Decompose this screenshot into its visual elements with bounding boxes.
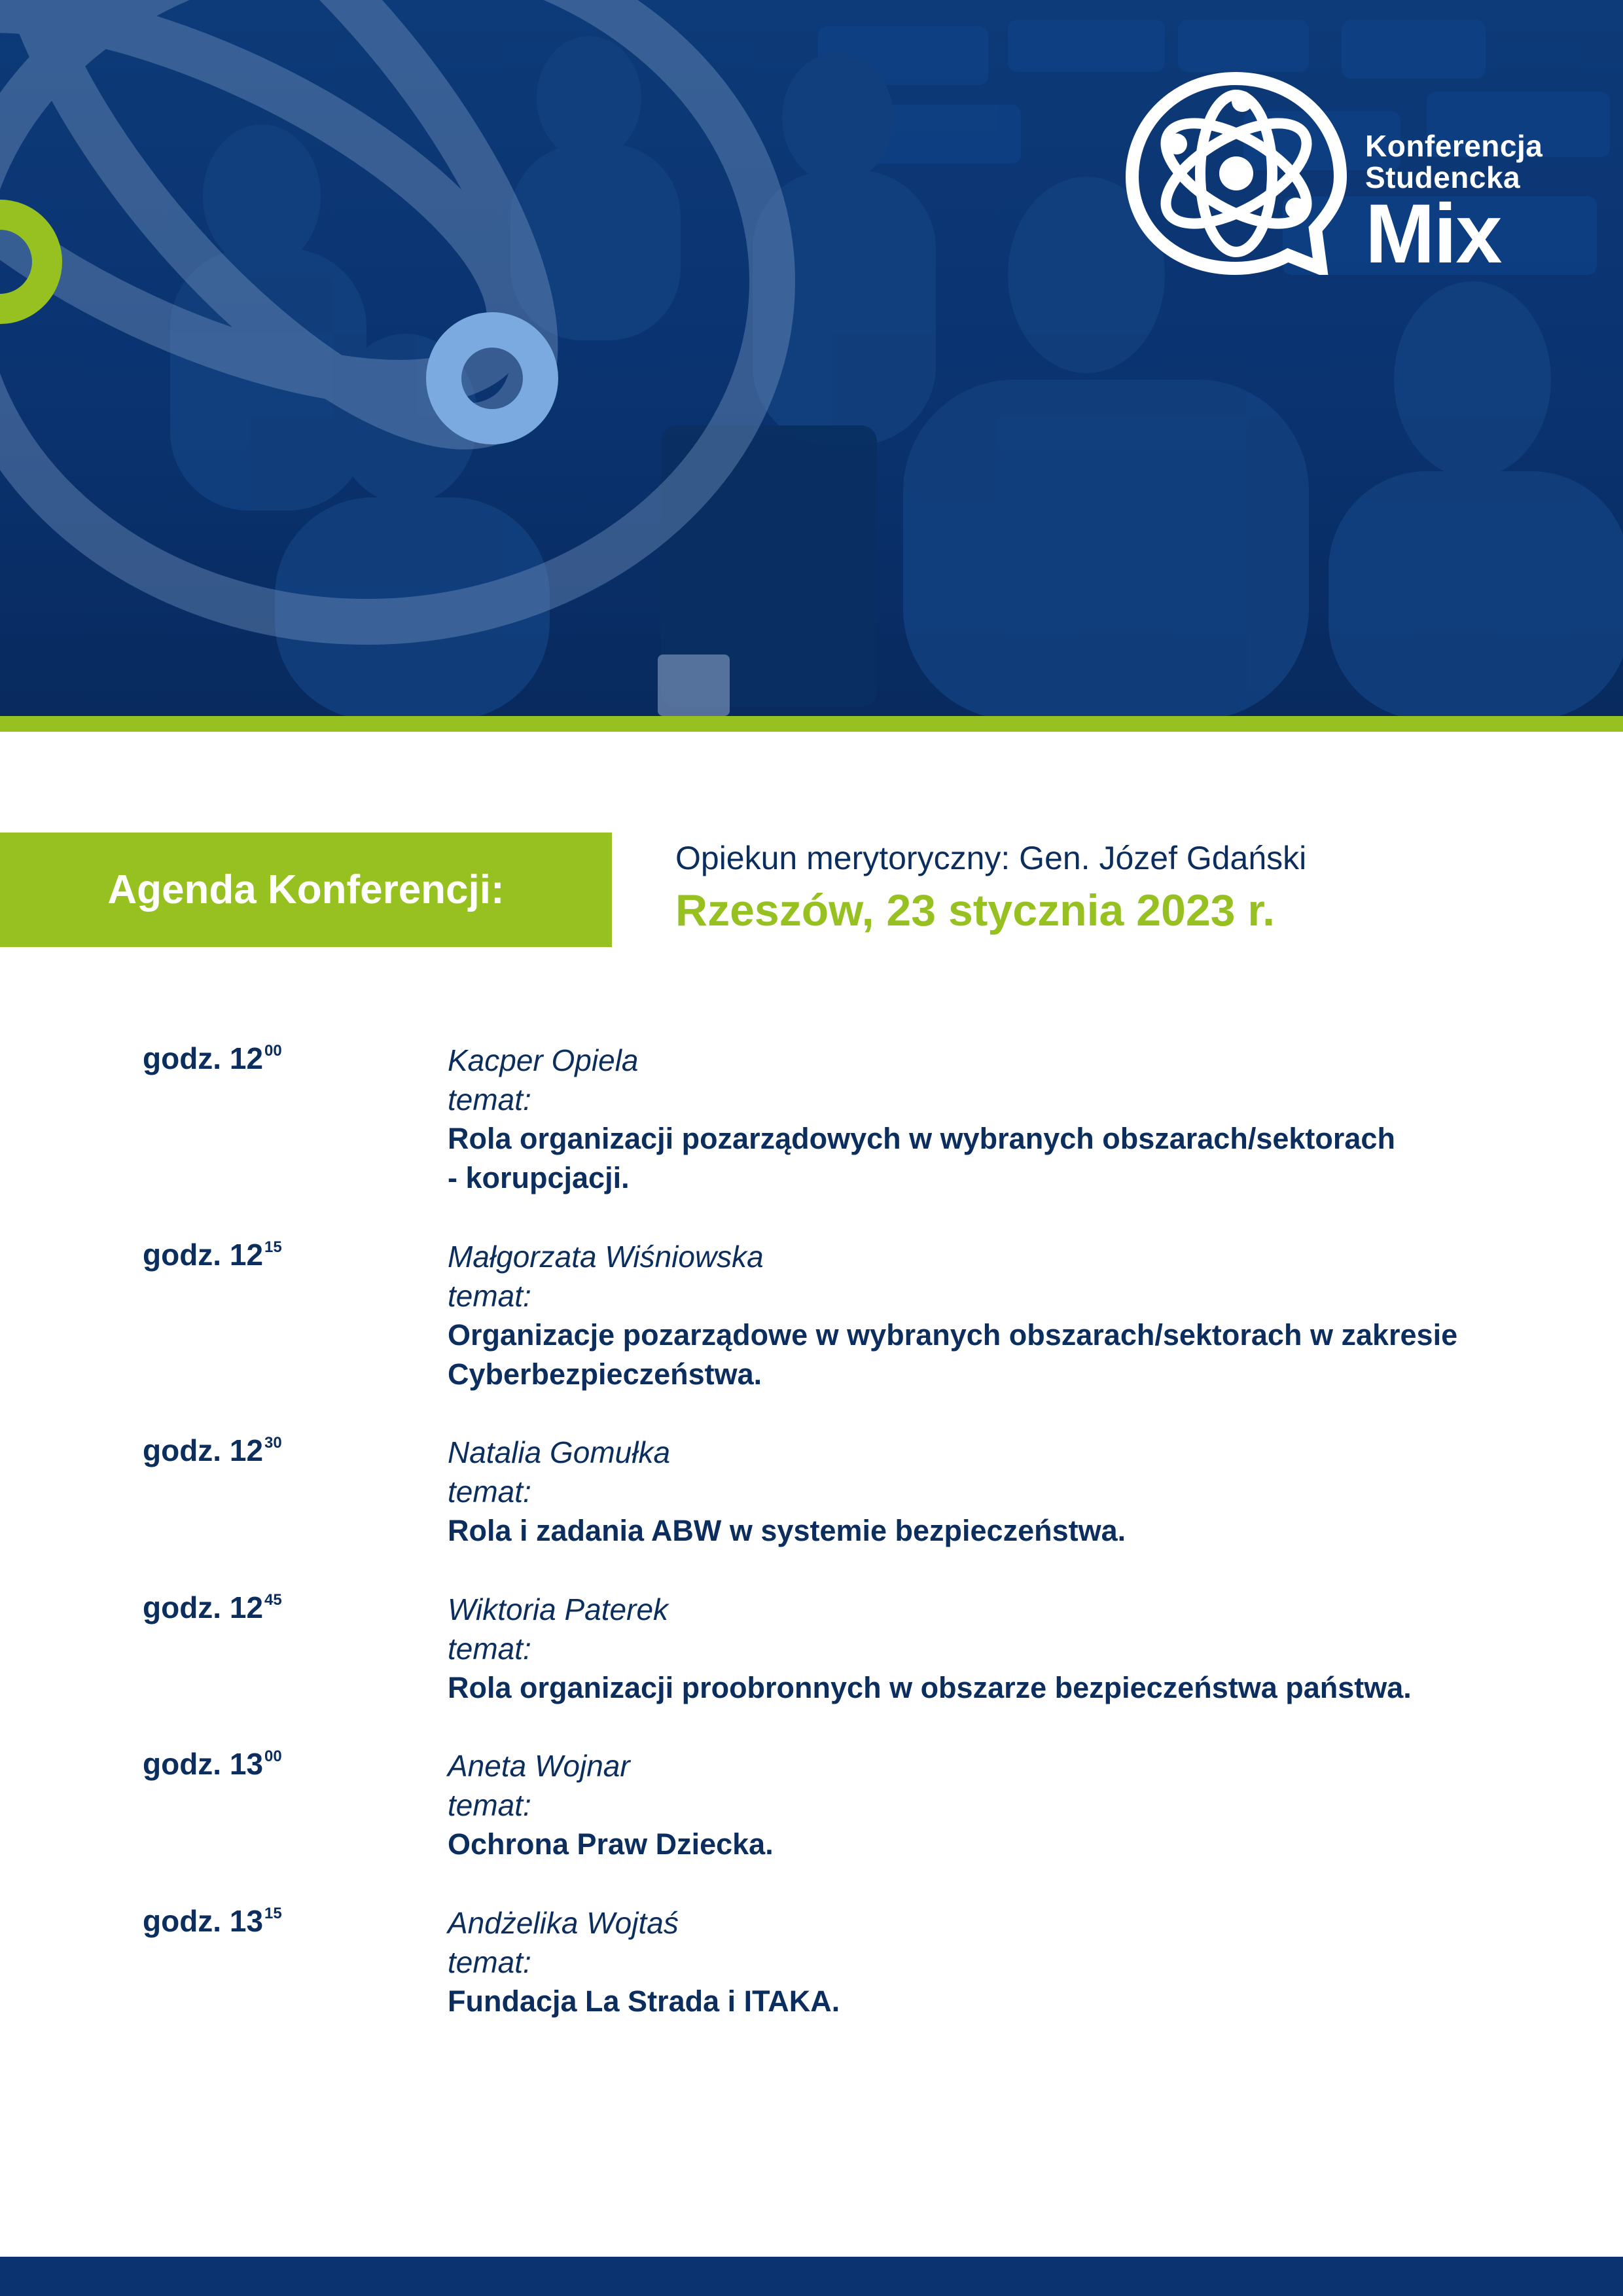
- agenda-time: godz. $12^{00}$: [143, 1041, 282, 1075]
- topic-line: Fundacja La Strada i ITAKA.: [448, 1984, 840, 2018]
- footer-bar: [0, 2257, 1623, 2296]
- topic-label: temat:: [448, 1475, 531, 1509]
- agenda-title: Agenda Konferencji:: [107, 867, 505, 912]
- topic-line: Rola organizacji proobronnych w obszarze bezpieczeństwa państwa.: [448, 1671, 1412, 1704]
- agenda-title-box: [0, 833, 612, 947]
- agenda-time: godz. $13^{15}$: [143, 1904, 282, 1938]
- topic-label: temat:: [448, 1632, 531, 1666]
- speaker-name: Aneta Wojnar: [448, 1749, 630, 1783]
- topic-label: temat:: [448, 1279, 531, 1313]
- green-divider-stripe: [0, 716, 1623, 732]
- speaker-name: Małgorzata Wiśniowska: [448, 1240, 764, 1274]
- agenda-time: godz. $12^{45}$: [143, 1590, 282, 1624]
- speaker-name: Andżelika Wojtaś: [448, 1906, 679, 1940]
- speaker-name: Wiktoria Paterek: [448, 1592, 669, 1626]
- topic-line: Ochrona Praw Dziecka.: [448, 1827, 774, 1861]
- topic-line: Organizacje pozarządowe w wybranych obszarach/sektorach w zakresie: [448, 1318, 1458, 1352]
- speaker-name: Kacper Opiela: [448, 1043, 639, 1077]
- place-date: Rzeszów, 23 stycznia 2023 r.: [675, 886, 1275, 935]
- brand-line-3: Mix: [1365, 187, 1501, 281]
- brand-line-2: Studencka: [1365, 160, 1521, 194]
- topic-label: temat:: [448, 1945, 531, 1979]
- hero-photo: [0, 0, 1623, 716]
- topic-line: Cyberbezpieczeństwa.: [448, 1357, 762, 1391]
- topic-line: Rola organizacji pozarządowych w wybranych obszarach/sektorach: [448, 1122, 1395, 1155]
- topic-line: Rola i zadania ABW w systemie bezpieczeństwa.: [448, 1514, 1126, 1547]
- topic-label: temat:: [448, 1788, 531, 1822]
- agenda-time: godz. $12^{15}$: [143, 1238, 282, 1272]
- topic-line: - korupcjacji.: [448, 1161, 630, 1194]
- speaker-name: Natalia Gomułka: [448, 1435, 671, 1469]
- supervisor-line: Opiekun merytoryczny: Gen. Józef Gdański: [675, 840, 1307, 876]
- agenda-time: godz. $12^{30}$: [143, 1433, 282, 1467]
- agenda-time: godz. $13^{00}$: [143, 1747, 282, 1781]
- brand-wordmark: [1365, 129, 1543, 281]
- topic-label: temat:: [448, 1083, 531, 1117]
- brand-line-1: Konferencja: [1365, 129, 1543, 163]
